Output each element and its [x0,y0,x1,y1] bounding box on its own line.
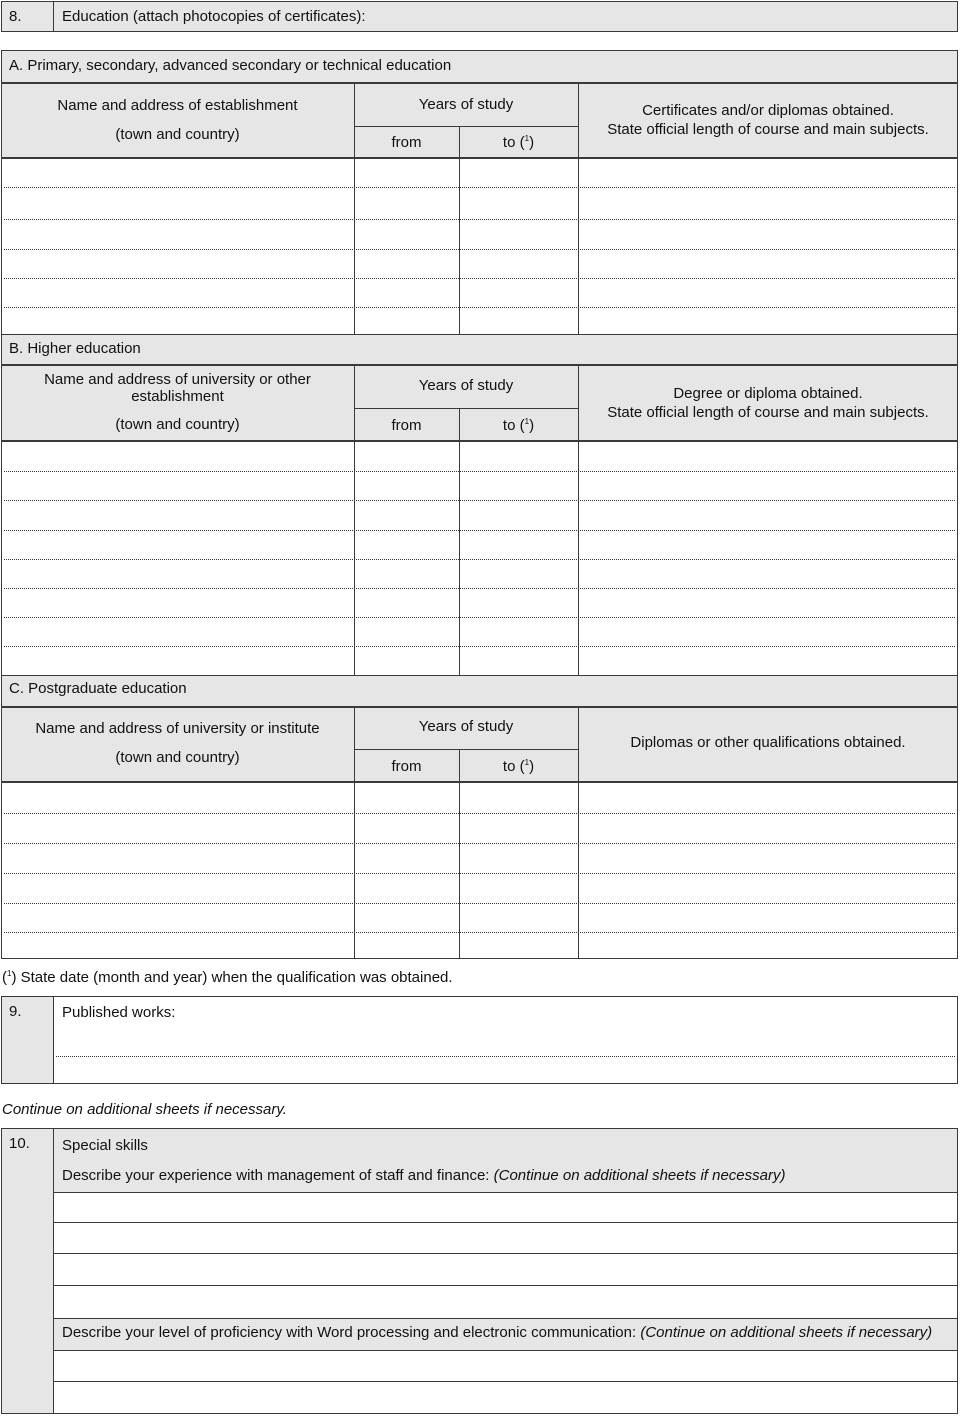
entry-line[interactable] [4,219,955,220]
entry-line[interactable] [4,813,955,814]
entry-line[interactable] [4,903,955,904]
section-a-col4-line2: State official length of course and main subjects. [607,121,929,138]
entry-line[interactable] [4,617,955,618]
section-c-col4-line1: Diplomas or other qualifications obtained. [630,734,906,751]
section-a-years-line [354,126,578,127]
section-c-col1-line2: (town and country) [115,749,240,766]
section-b-from-label: from [391,417,422,434]
entry-line[interactable] [4,646,955,647]
section-b-header-div2 [578,365,579,441]
section-a-col1-line2: (town and country) [115,126,240,143]
entry-line[interactable] [4,530,955,531]
section-8-number: 8. [9,8,22,25]
section-a-body-div2 [459,158,460,335]
section-10-number-cell [1,1128,54,1414]
section-c-from-label: from [391,758,422,775]
section-8-divider [53,1,54,32]
section-c-title: C. Postgraduate education [9,680,187,697]
section-b-col4-line2: State official length of course and main subjects. [607,404,929,421]
section-10-divider [53,1318,958,1319]
section-b-to-label: to ($^1$) [502,417,535,434]
entry-line[interactable] [4,500,955,501]
section-a-body-div3 [578,158,579,335]
entry-line[interactable] [4,187,955,188]
section-a-body-div1 [354,158,355,335]
section-8-title: Education (attach photocopies of certificates): [62,8,366,25]
entry-line[interactable] [4,307,955,308]
section-b-years-line [354,408,578,409]
proficiency-answer-line-1[interactable] [54,1351,957,1381]
section-a-col4-line1: Certificates and/or diplomas obtained. [642,102,894,119]
footnote: ($^1$) State date (month and year) when the qualification was obtained. [2,969,453,986]
management-answer-line-4[interactable] [54,1286,957,1318]
entry-line[interactable] [4,471,955,472]
section-a-from-label: from [391,134,422,151]
section-9-body [53,996,958,1084]
entry-line[interactable] [4,588,955,589]
section-9-number: 9. [9,1003,22,1020]
section-10-question-1: Describe your experience with management of staff and finance: (Continue on additional sheets if necessary) [62,1167,786,1184]
section-b-years-label: Years of study [418,377,514,394]
section-a-entry-area[interactable] [1,158,958,335]
section-b-title: B. Higher education [9,340,141,357]
section-a-years-label: Years of study [418,96,514,113]
section-10-title: Special skills [62,1137,148,1154]
entry-line[interactable] [4,843,955,844]
section-b-title-bar [1,334,958,365]
section-a-to-label: to ($^1$) [502,134,535,151]
management-answer-line-2[interactable] [54,1223,957,1253]
section-b-col1-line2: establishment [131,388,224,405]
section-9-title: Published works: [62,1004,176,1021]
section-b-col1-line3: (town and country) [115,416,240,433]
entry-line[interactable] [4,249,955,250]
continue-note: Continue on additional sheets if necessary. [2,1101,287,1118]
proficiency-answer-line-2[interactable] [54,1382,957,1413]
section-c-years-label: Years of study [418,718,514,735]
management-answer-line-3[interactable] [54,1254,957,1285]
section-c-to-label: to ($^1$) [502,758,535,775]
section-a-col1-line1: Name and address of establishment [57,97,298,114]
section-c-years-line [354,749,578,750]
section-10-number: 10. [9,1135,30,1152]
section-a-title: A. Primary, secondary, advanced secondary or technical education [9,57,452,74]
entry-line[interactable] [4,873,955,874]
section-b-col1-line1: Name and address of university or other [44,371,311,388]
section-10-question-2: Describe your level of proficiency with Word processing and electronic communication: (Continue on additional sheets if necessary) [62,1324,933,1341]
entry-line[interactable] [4,559,955,560]
section-c-col1-line1: Name and address of university or institute [35,720,320,737]
published-works-line[interactable] [56,1056,955,1057]
entry-line[interactable] [4,932,955,933]
management-answer-line-1[interactable] [54,1193,957,1222]
entry-line[interactable] [4,278,955,279]
section-b-col4-line1: Degree or diploma obtained. [673,385,863,402]
